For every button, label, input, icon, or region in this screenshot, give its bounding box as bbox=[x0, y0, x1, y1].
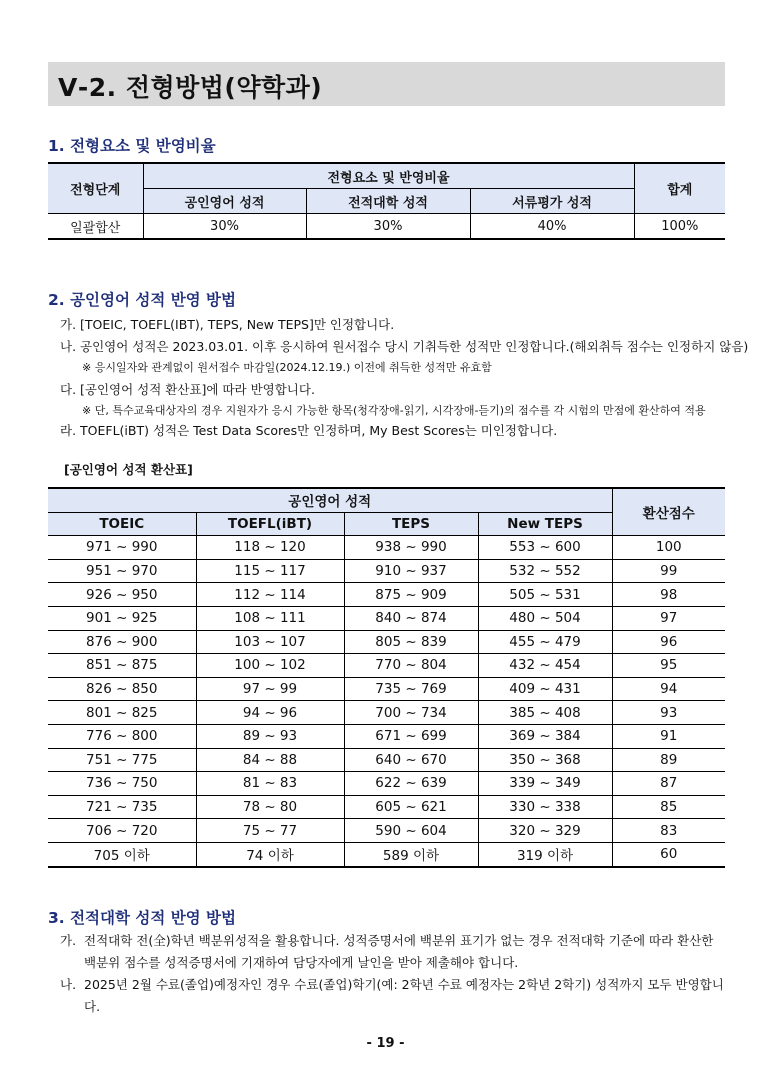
table-cell: 671 ~ 699 bbox=[344, 724, 478, 748]
table-cell: 590 ~ 604 bbox=[344, 819, 478, 843]
section2-note-1: ※ 응시일자와 관계없이 원서접수 마감일(2024.12.19.) 이전에 취득한 성적만 유효함 bbox=[82, 361, 492, 374]
table-cell: 640 ~ 670 bbox=[344, 748, 478, 772]
section1-heading: 1. 전형요소 및 반영비율 bbox=[48, 137, 216, 155]
table-cell: 735 ~ 769 bbox=[344, 677, 478, 701]
col-teps-header: TEPS bbox=[344, 512, 478, 536]
row-total: 100% bbox=[634, 214, 725, 240]
table-row bbox=[48, 748, 725, 772]
table-cell: 455 ~ 479 bbox=[478, 630, 612, 654]
table-cell: 926 ~ 950 bbox=[48, 583, 196, 607]
table-row bbox=[48, 606, 725, 630]
table-cell: 118 ~ 120 bbox=[196, 536, 344, 560]
col-stage-header: 전형단계 bbox=[48, 163, 143, 214]
section3-item-ga-label: 가. bbox=[60, 933, 77, 948]
table-cell: 805 ~ 839 bbox=[344, 630, 478, 654]
conversion-table-title: [공인영어 성적 환산표] bbox=[64, 462, 193, 477]
section3-item-na-label: 나. bbox=[60, 977, 77, 992]
table-row bbox=[48, 536, 725, 560]
table-cell: 97 ~ 99 bbox=[196, 677, 344, 701]
table-cell: 112 ~ 114 bbox=[196, 583, 344, 607]
table-cell: 622 ~ 639 bbox=[344, 772, 478, 796]
table-row bbox=[48, 630, 725, 654]
row-value-english: 30% bbox=[143, 214, 306, 240]
table-cell: 89 ~ 93 bbox=[196, 724, 344, 748]
table-row bbox=[48, 819, 725, 843]
table-cell: 409 ~ 431 bbox=[478, 677, 612, 701]
table-cell: 83 bbox=[612, 819, 725, 843]
table-cell: 108 ~ 111 bbox=[196, 606, 344, 630]
table-cell: 100 ~ 102 bbox=[196, 654, 344, 678]
table-cell: 705 이하 bbox=[48, 842, 196, 866]
table-cell: 532 ~ 552 bbox=[478, 559, 612, 583]
page-number: - 19 - bbox=[366, 1036, 405, 1051]
table-cell: 776 ~ 800 bbox=[48, 724, 196, 748]
sub-col-documents: 서류평가 성적 bbox=[470, 189, 634, 214]
table-cell: 103 ~ 107 bbox=[196, 630, 344, 654]
table-cell: 339 ~ 349 bbox=[478, 772, 612, 796]
table-cell: 432 ~ 454 bbox=[478, 654, 612, 678]
table-cell: 96 bbox=[612, 630, 725, 654]
section2-item-ra: 라. TOEFL(iBT) 성적은 Test Data Scores만 인정하며, My Best Scores는 미인정합니다. bbox=[60, 423, 558, 438]
col-toefl-header: TOEFL(iBT) bbox=[196, 512, 344, 536]
table-row bbox=[48, 654, 725, 678]
table-cell: 826 ~ 850 bbox=[48, 677, 196, 701]
table-cell: 480 ~ 504 bbox=[478, 606, 612, 630]
col-toeic-header: TOEIC bbox=[48, 512, 196, 536]
section3-item-na-text: 2025년 2월 수료(졸업)예정자인 경우 수료(졸업)학기(예: 2학년 수료 예정자는 2학년 2학기) 성적까지 모두 반영합니다. bbox=[84, 977, 724, 1014]
row-value-prev-univ: 30% bbox=[306, 214, 470, 240]
section2-note-2: ※ 단, 특수교육대상자의 경우 지원자가 응시 가능한 항목(청각장애-읽기, 시각장애-듣기)의 점수를 각 시험의 만점에 환산하여 적용 bbox=[82, 404, 706, 417]
table-row bbox=[48, 583, 725, 607]
table-cell: 553 ~ 600 bbox=[478, 536, 612, 560]
table-cell: 751 ~ 775 bbox=[48, 748, 196, 772]
table-cell: 700 ~ 734 bbox=[344, 701, 478, 725]
table-cell: 94 ~ 96 bbox=[196, 701, 344, 725]
table-cell: 971 ~ 990 bbox=[48, 536, 196, 560]
section3-item-ga-text: 전적대학 전(全)학년 백분위성적을 활용합니다. 성적증명서에 백분위 표기가 없는 경우 전적대학 기준에 따라 환산한 백분위 점수를 성적증명서에 기재하여 담당자에게 날인을 받아 제출해야 합니다. bbox=[84, 933, 714, 970]
table-cell: 721 ~ 735 bbox=[48, 795, 196, 819]
table-cell: 115 ~ 117 bbox=[196, 559, 344, 583]
section3-heading: 3. 전적대학 성적 반영 방법 bbox=[48, 909, 236, 927]
table-cell: 876 ~ 900 bbox=[48, 630, 196, 654]
table-cell: 589 이하 bbox=[344, 842, 478, 866]
table-cell: 78 ~ 80 bbox=[196, 795, 344, 819]
section2-item-na: 나. 공인영어 성적은 2023.03.01. 이후 응시하여 원서접수 당시 기취득한 성적만 인정합니다.(해외취득 점수는 인정하지 않음) bbox=[60, 339, 749, 354]
table-cell: 94 bbox=[612, 677, 725, 701]
table-cell: 60 bbox=[612, 842, 725, 866]
table-cell: 91 bbox=[612, 724, 725, 748]
table-cell: 97 bbox=[612, 606, 725, 630]
table-cell: 369 ~ 384 bbox=[478, 724, 612, 748]
table-row bbox=[48, 701, 725, 725]
page-title: Ⅴ-2. 전형방법(약학과) bbox=[58, 73, 323, 102]
table-cell: 74 이하 bbox=[196, 842, 344, 866]
section2-item-da: 다. [공인영어 성적 환산표]에 따라 반영합니다. bbox=[60, 382, 315, 397]
table-row bbox=[48, 842, 725, 866]
table-cell: 84 ~ 88 bbox=[196, 748, 344, 772]
table-cell: 736 ~ 750 bbox=[48, 772, 196, 796]
table-cell: 100 bbox=[612, 536, 725, 560]
section3-item-na bbox=[60, 974, 728, 1018]
table-cell: 951 ~ 970 bbox=[48, 559, 196, 583]
table-row bbox=[48, 772, 725, 796]
table-row bbox=[48, 795, 725, 819]
table-cell: 605 ~ 621 bbox=[344, 795, 478, 819]
table-cell: 330 ~ 338 bbox=[478, 795, 612, 819]
table-row bbox=[48, 677, 725, 701]
col-new-teps-header: New TEPS bbox=[478, 512, 612, 536]
section2-heading: 2. 공인영어 성적 반영 방법 bbox=[48, 291, 236, 309]
table-cell: 319 이하 bbox=[478, 842, 612, 866]
conversion-table bbox=[48, 487, 725, 868]
table-cell: 93 bbox=[612, 701, 725, 725]
table-cell: 89 bbox=[612, 748, 725, 772]
table-row bbox=[48, 559, 725, 583]
table-cell: 938 ~ 990 bbox=[344, 536, 478, 560]
table-cell: 770 ~ 804 bbox=[344, 654, 478, 678]
table-cell: 910 ~ 937 bbox=[344, 559, 478, 583]
table-row bbox=[48, 724, 725, 748]
section2-item-ga: 가. [TOEIC, TOEFL(IBT), TEPS, New TEPS]만 인정합니다. bbox=[60, 317, 395, 332]
english-score-group-header: 공인영어 성적 bbox=[48, 488, 612, 512]
table-cell: 320 ~ 329 bbox=[478, 819, 612, 843]
col-total-header: 합계 bbox=[634, 163, 725, 214]
sub-col-prev-univ: 전적대학 성적 bbox=[306, 189, 470, 214]
table-cell: 875 ~ 909 bbox=[344, 583, 478, 607]
col-group-header: 전형요소 및 반영비율 bbox=[143, 163, 634, 189]
ratio-table bbox=[48, 162, 725, 240]
section3-item-ga bbox=[60, 930, 728, 974]
converted-score-header: 환산점수 bbox=[612, 488, 725, 536]
sub-col-english: 공인영어 성적 bbox=[143, 189, 306, 214]
row-stage: 일괄합산 bbox=[48, 214, 143, 240]
table-cell: 385 ~ 408 bbox=[478, 701, 612, 725]
table-cell: 85 bbox=[612, 795, 725, 819]
table-cell: 706 ~ 720 bbox=[48, 819, 196, 843]
table-cell: 901 ~ 925 bbox=[48, 606, 196, 630]
table-cell: 840 ~ 874 bbox=[344, 606, 478, 630]
table-cell: 95 bbox=[612, 654, 725, 678]
table-cell: 851 ~ 875 bbox=[48, 654, 196, 678]
table-cell: 99 bbox=[612, 559, 725, 583]
page-title-bar bbox=[48, 62, 725, 106]
row-value-documents: 40% bbox=[470, 214, 634, 240]
table-cell: 98 bbox=[612, 583, 725, 607]
table-cell: 87 bbox=[612, 772, 725, 796]
table-cell: 350 ~ 368 bbox=[478, 748, 612, 772]
table-cell: 75 ~ 77 bbox=[196, 819, 344, 843]
table-cell: 81 ~ 83 bbox=[196, 772, 344, 796]
table-cell: 801 ~ 825 bbox=[48, 701, 196, 725]
table-cell: 505 ~ 531 bbox=[478, 583, 612, 607]
